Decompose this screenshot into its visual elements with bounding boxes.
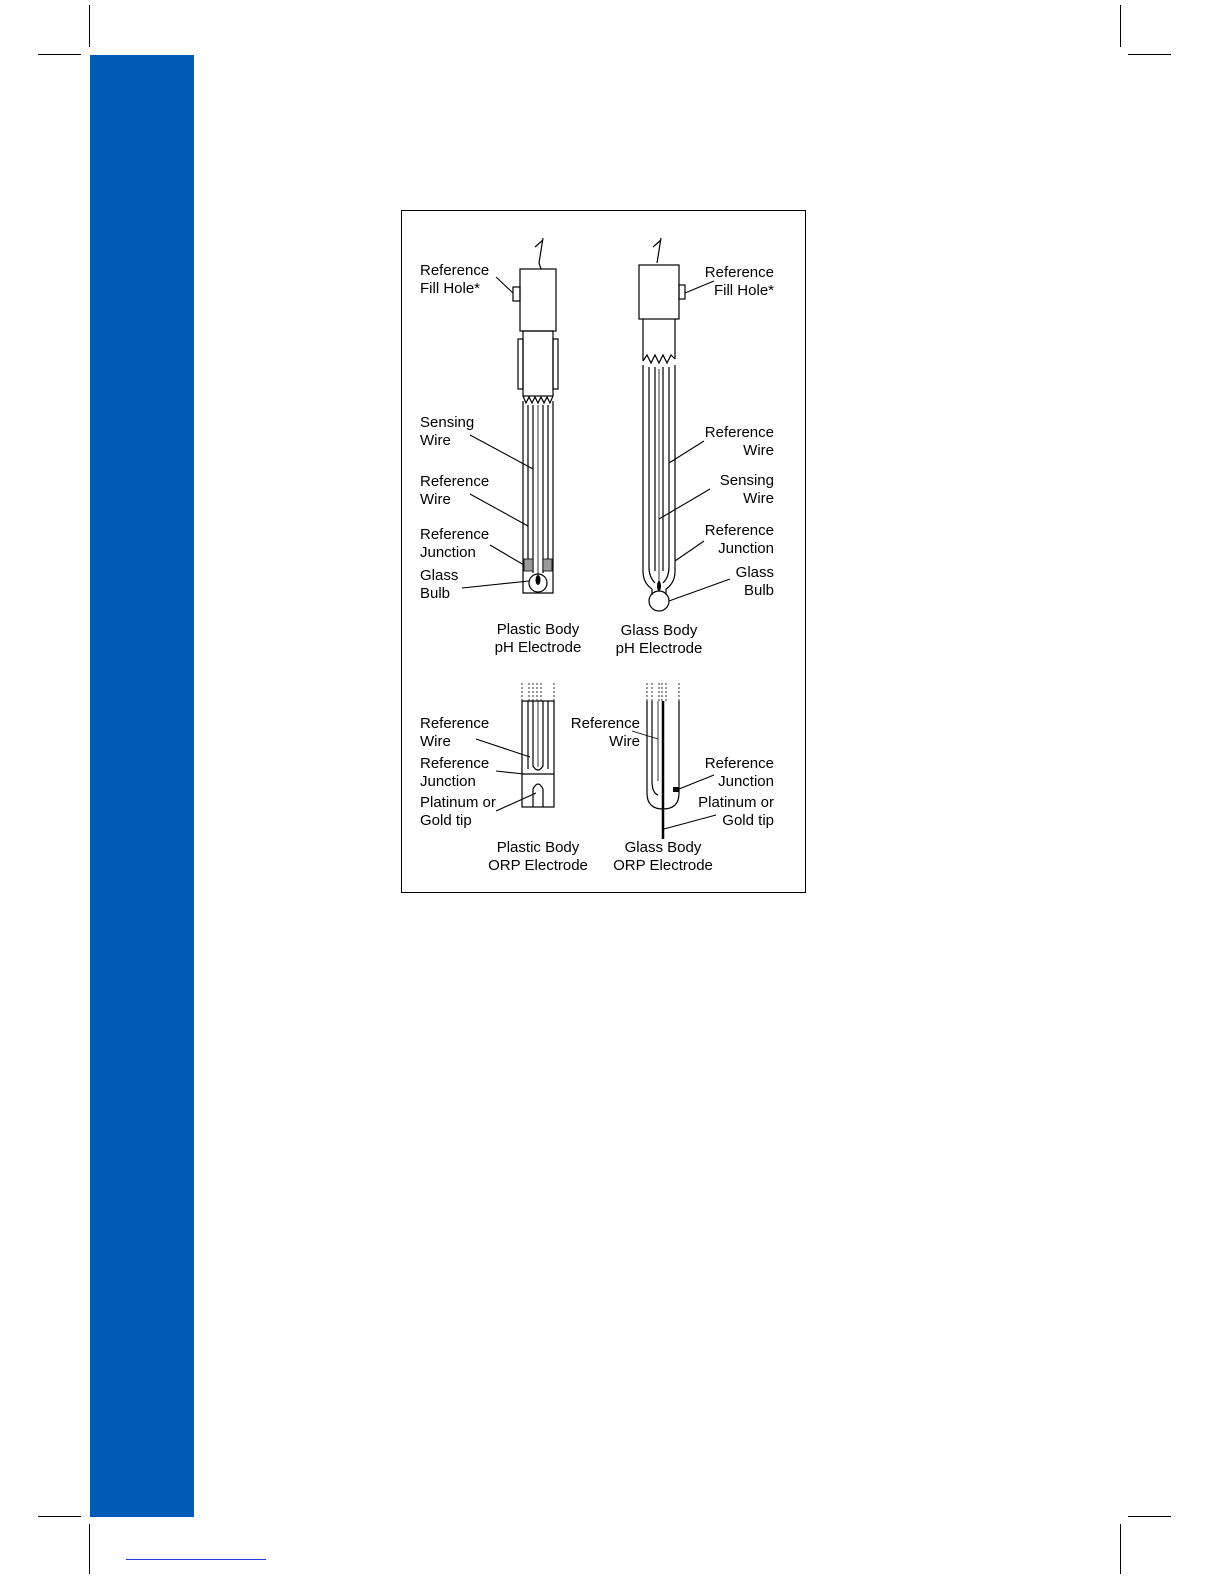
crop-mark — [38, 1516, 81, 1517]
glass-ph-glass-bulb — [649, 591, 669, 611]
sidebar-band — [90, 55, 194, 1517]
crop-mark — [38, 54, 81, 55]
glass-ph-bulb-core — [657, 581, 661, 591]
plastic-ph-break — [523, 396, 553, 403]
plastic-orp-tip — [533, 784, 543, 807]
footer-link-underline — [126, 1559, 266, 1560]
leader-line — [659, 489, 710, 519]
glass-ph-electrode — [616, 238, 775, 657]
plastic-ph-fill-hole-label: Reference Fill Hole* — [420, 262, 490, 297]
glass-orp-inner-wall — [652, 701, 658, 795]
leader-line — [664, 815, 716, 829]
plastic-ph-reference-junction-label: Reference Junction — [420, 526, 490, 561]
plastic-ph-cap — [520, 269, 556, 331]
glass-ph-sensing-wire-label: Sensing Wire — [719, 472, 774, 507]
glass-ph-reference-wire-label: Reference Wire — [704, 424, 774, 459]
leader-line — [496, 771, 524, 774]
plastic-ph-junction — [543, 559, 552, 571]
plastic-ph-collar — [518, 339, 523, 389]
glass-orp-tip-label: Platinum or Gold tip — [698, 794, 774, 829]
glass-orp-reference-junction-label: Reference Junction — [704, 755, 774, 790]
leader-line — [470, 494, 528, 526]
glass-ph-break — [643, 355, 675, 363]
glass-ph-glass-bulb-label: Glass Bulb — [735, 564, 774, 599]
leader-line — [675, 541, 704, 561]
leader-line — [496, 793, 536, 811]
glass-orp-reference-wire-label: Reference Wire — [570, 715, 640, 750]
crop-mark — [1120, 5, 1121, 47]
plastic-orp-reference-junction-label: Reference Junction — [420, 755, 490, 790]
leader-line — [679, 775, 714, 789]
plastic-orp-electrode — [420, 683, 588, 874]
glass-orp-electrode — [571, 683, 774, 874]
plastic-orp-tip-label: Platinum or Gold tip — [420, 794, 496, 829]
leader-line — [490, 545, 524, 565]
glass-ph-fill-hole-label: Reference Fill Hole* — [704, 264, 774, 299]
plastic-ph-cable — [539, 263, 541, 269]
glass-ph-caption: Glass Body pH Electrode — [615, 622, 703, 657]
glass-ph-neck — [643, 319, 675, 361]
leader-line — [496, 277, 513, 293]
plastic-ph-collar — [553, 339, 558, 389]
plastic-ph-fill-hole — [513, 287, 520, 301]
plastic-ph-neck — [523, 331, 553, 396]
leader-line — [669, 441, 704, 463]
leader-line — [669, 579, 730, 601]
plastic-ph-bulb-core — [536, 575, 541, 585]
electrode-figure — [401, 210, 806, 893]
plastic-ph-sensing-wire-label: Sensing Wire — [420, 414, 475, 449]
glass-ph-cap — [639, 265, 679, 319]
crop-mark — [89, 5, 90, 47]
plastic-ph-cable — [535, 238, 543, 263]
glass-orp-caption: Glass Body ORP Electrode — [613, 839, 713, 874]
plastic-orp-reference-wire-label: Reference Wire — [420, 715, 490, 750]
plastic-orp-caption: Plastic Body ORP Electrode — [488, 839, 588, 874]
plastic-ph-junction — [524, 559, 533, 571]
plastic-orp-cut — [522, 683, 554, 701]
crop-mark — [89, 1524, 90, 1574]
plastic-ph-reference-wire-label: Reference Wire — [420, 473, 490, 508]
electrode-diagram — [402, 211, 804, 891]
plastic-ph-glass-bulb-label: Glass Bulb — [420, 567, 459, 602]
crop-mark — [1120, 1524, 1121, 1574]
leader-line — [462, 581, 529, 588]
leader-line — [685, 281, 714, 293]
glass-orp-cut — [647, 683, 679, 701]
glass-orp-junction — [673, 787, 679, 792]
crop-mark — [1128, 1516, 1171, 1517]
glass-ph-cable — [653, 238, 661, 263]
plastic-ph-caption: Plastic Body pH Electrode — [494, 621, 582, 656]
crop-mark — [1128, 54, 1171, 55]
plastic-ph-electrode — [420, 238, 581, 656]
glass-ph-fill-hole — [679, 285, 685, 299]
glass-ph-reference-junction-label: Reference Junction — [704, 522, 774, 557]
